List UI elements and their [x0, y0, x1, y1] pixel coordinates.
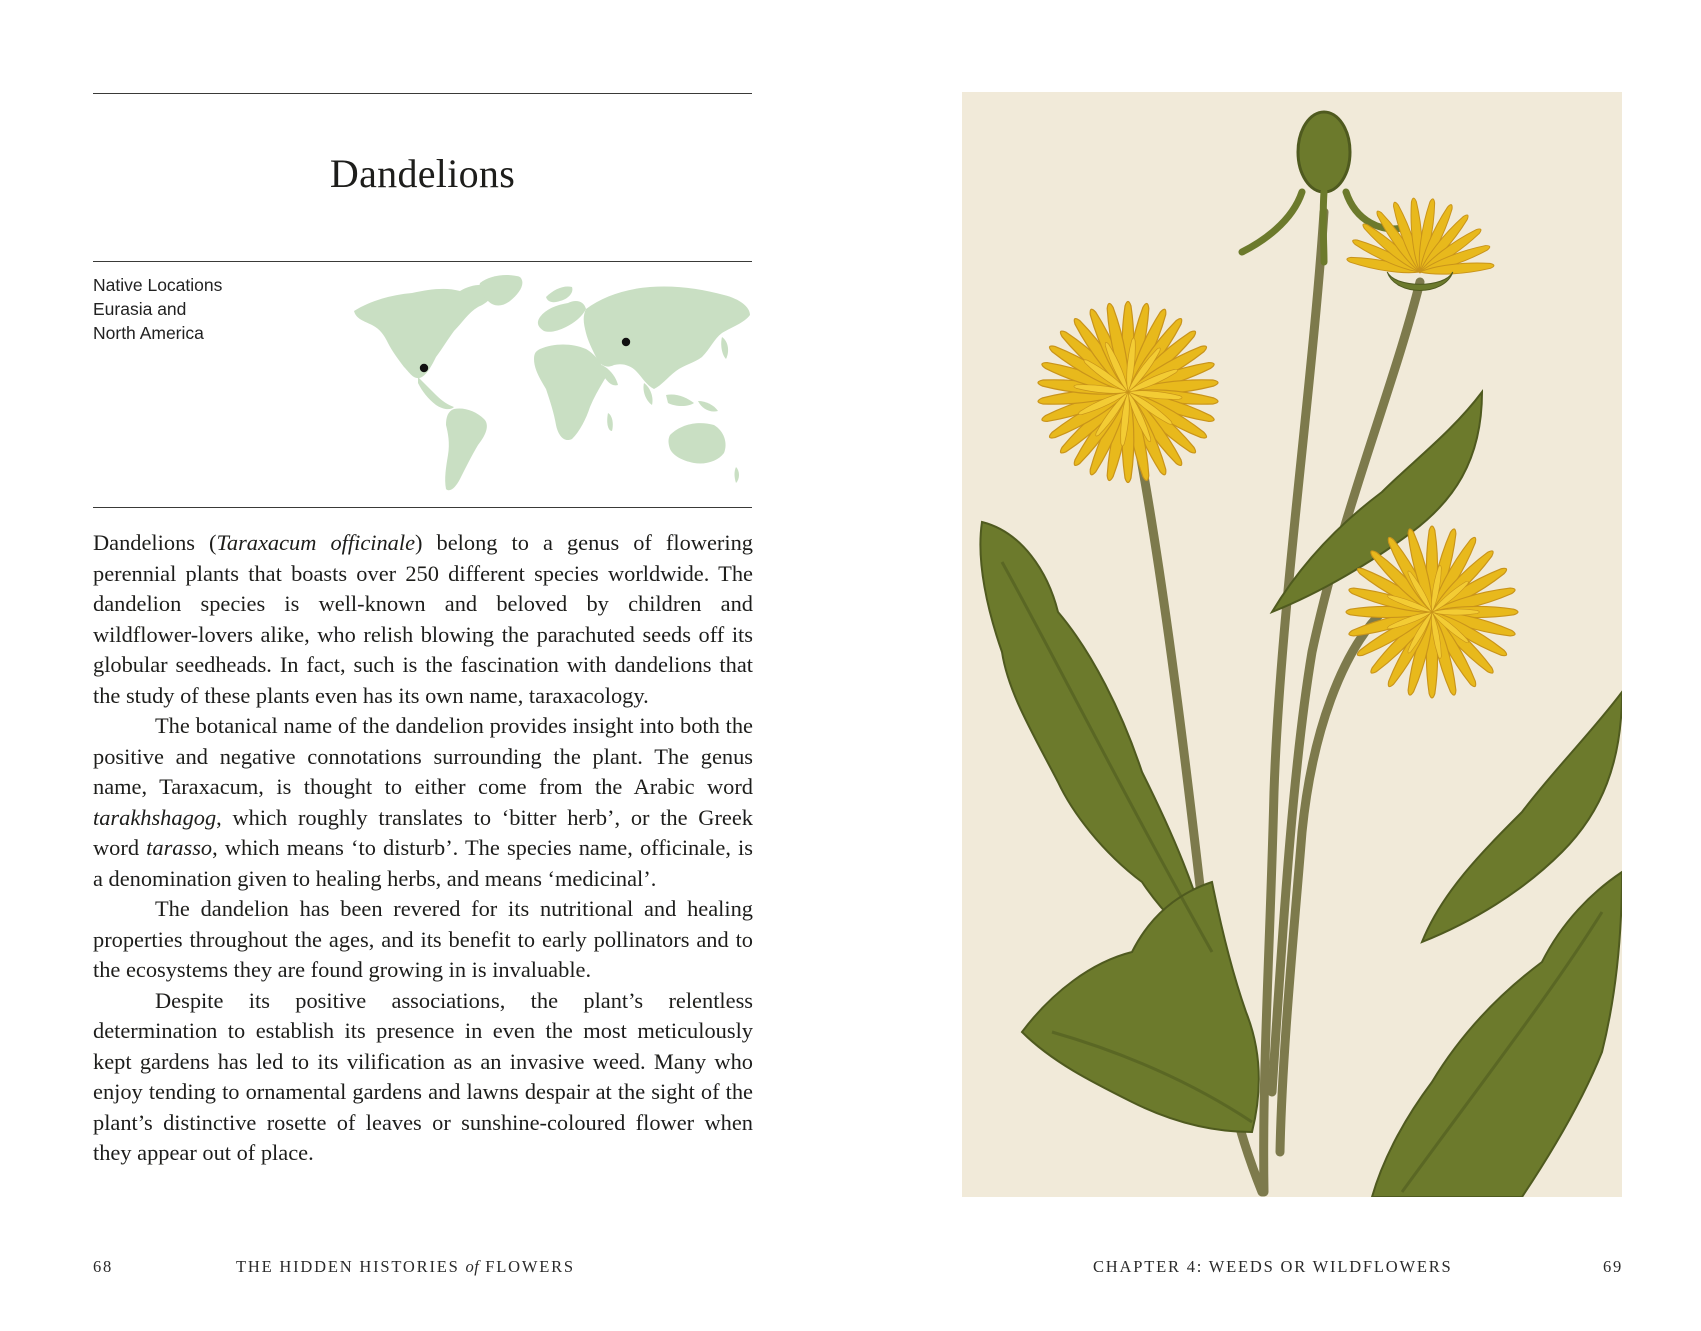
text-run: The dandelion has been revered for its nutritional and healing properties throughout the ages, and its benefit to early pollinators and to the ecosystems they are found growing in is invaluable. [93, 896, 753, 982]
text-run: , which roughly translates to ‘bitter herb’, or the Greek word [93, 804, 753, 860]
native-locations-label: Native Locations [93, 275, 223, 295]
page-title: Dandelions [329, 151, 516, 196]
native-location-line: North America [93, 323, 204, 343]
dandelion-illustration [962, 92, 1622, 1197]
italic-term: tarakhshagog [93, 804, 217, 830]
text-run: , which means ‘to disturb’. The species name, officinale, is a denomination given to healing herbs, and means ‘medicinal’. [93, 835, 753, 891]
body-paragraph [93, 711, 753, 894]
text-run: The botanical name of the dandelion provides insight into both the positive and negative connotations surrounding the plant. The genus name, Taraxacum, is thought to either come from the Arabic word [93, 713, 753, 799]
text-run: Despite its positive associations, the plant’s relentless determination to establish its presence in even the most meticulously kept gardens has led to its vilification as an invasive weed. Many who enjoy tending to ornamental gardens and lawns despair at the sight of the plant’s distinctive rosette of leaves or sunshine-coloured flower when they appear out of place. [93, 987, 753, 1165]
italic-term: tarasso [146, 835, 213, 860]
native-locations [93, 273, 222, 345]
page-number-right: 69 [1603, 1257, 1624, 1276]
running-head-post: FLOWERS [479, 1257, 575, 1276]
top-rule [93, 93, 752, 94]
left-page [0, 0, 850, 1331]
bottom-rule [93, 507, 752, 508]
mid-rule [93, 261, 752, 262]
italic-term: Taraxacum officinale [216, 530, 416, 555]
text-run: Dandelions ( [93, 530, 217, 555]
location-marker [622, 338, 630, 346]
running-head-pre: THE HIDDEN HISTORIES [236, 1257, 466, 1276]
page-number-left: 68 [93, 1257, 114, 1276]
text-run: ) belong to a genus of flowering perennial plants that boasts over 250 different species worldwide. The dandelion species is well-known and beloved by children and wildflower-lovers alike, who relish blowing the parachuted seeds off its globular seedheads. In fact, such is the fascination with dandelions that the study of these plants even has its own name, taraxacology. [93, 530, 753, 708]
world-map [350, 273, 754, 495]
body-paragraph [93, 986, 753, 1169]
body-text [93, 528, 753, 1169]
running-head-italic: of [465, 1257, 480, 1276]
running-head-left [236, 1257, 575, 1277]
native-location-line: Eurasia and [93, 299, 187, 319]
location-marker [420, 364, 428, 372]
body-paragraph [93, 528, 753, 711]
running-head-right: CHAPTER 4: WEEDS OR WILDFLOWERS [1093, 1257, 1453, 1276]
body-paragraph [93, 894, 753, 986]
